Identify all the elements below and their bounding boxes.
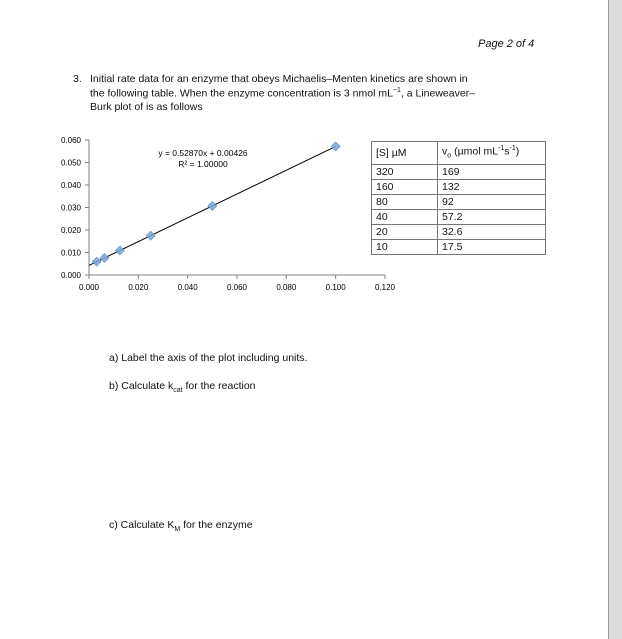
y-tick-label: 0.050 <box>60 158 81 168</box>
data-point-marker <box>100 253 109 262</box>
cell-v: 92 <box>438 194 546 209</box>
page-label: Page 2 of 4 <box>478 38 535 50</box>
part-a: a) Label the axis of the plot including units. <box>109 352 308 364</box>
data-point-marker <box>331 142 340 151</box>
y-tick-label: 0.010 <box>60 248 81 258</box>
cell-v: 132 <box>438 179 546 194</box>
question-number: 3. <box>73 73 82 85</box>
part-b: b) Calculate $k_{cat}$ for the reaction <box>109 380 256 395</box>
y-tick-label: 0.040 <box>60 181 81 190</box>
table-row <box>372 164 546 179</box>
data-point-marker <box>92 257 101 266</box>
cell-v: 169 <box>438 164 546 179</box>
x-tick-label: 0.000 <box>78 283 100 292</box>
cell-s: 10 <box>372 239 438 254</box>
table-row <box>372 194 546 209</box>
header-substrate-conc: [S] µM <box>372 142 438 165</box>
question-line-2b: , a Lineweaver– <box>400 87 476 100</box>
rate-data-table <box>371 141 546 255</box>
table-row <box>372 239 546 254</box>
y-tick-label: 0.030 <box>60 203 81 213</box>
x-tick-labels <box>79 283 396 292</box>
cell-v: 57.2 <box>438 209 546 224</box>
y-tick-label: 0.020 <box>60 226 81 235</box>
data-point-marker <box>208 201 217 210</box>
y-tick-label: 0.060 <box>60 136 81 145</box>
question-line-2-sup: −1 <box>392 87 401 94</box>
header-initial-rate: $v_o$ (µmol $mL^{-1}s^{-1}$) <box>438 142 546 165</box>
plot-axes <box>85 140 385 279</box>
cell-s: 80 <box>372 194 438 209</box>
table-row <box>372 179 546 194</box>
y-tick-labels <box>61 136 82 280</box>
cell-s: 20 <box>372 224 438 239</box>
question-line-2a: the following table. When the enzyme concentration is 3 nmol mL <box>90 87 393 100</box>
question-line-1: Initial rate data for an enzyme that obeys Michaelis–Menten kinetics are shown in <box>90 73 468 85</box>
x-tick-label: 0.040 <box>177 283 198 292</box>
lineweaver-burk-plot <box>0 0 420 300</box>
r-squared-label: R² = 1.00000 <box>178 159 228 169</box>
data-point-marker <box>115 246 124 255</box>
cell-s: 160 <box>372 179 438 194</box>
x-tick-label: 0.020 <box>128 283 149 292</box>
x-tick-label: 0.060 <box>226 283 248 292</box>
cell-s: 40 <box>372 209 438 224</box>
x-tick-label: 0.080 <box>276 283 297 292</box>
table-row <box>372 209 546 224</box>
page-edge <box>608 0 622 639</box>
data-point-marker <box>146 231 155 240</box>
part-c: c) Calculate $K_M$ for the enzyme <box>109 519 253 534</box>
x-tick-label: 0.120 <box>374 283 396 292</box>
trendline-equation: y = 0.52870x + 0.00426 <box>158 148 248 158</box>
question-line-3: Burk plot of is as follows <box>90 101 203 113</box>
cell-v: 32.6 <box>438 224 546 239</box>
table-row <box>372 224 546 239</box>
y-tick-label: 0.000 <box>60 271 81 280</box>
cell-s: 320 <box>372 164 438 179</box>
x-tick-label: 0.100 <box>325 283 346 292</box>
cell-v: 17.5 <box>438 239 546 254</box>
table-header-row <box>372 142 546 165</box>
